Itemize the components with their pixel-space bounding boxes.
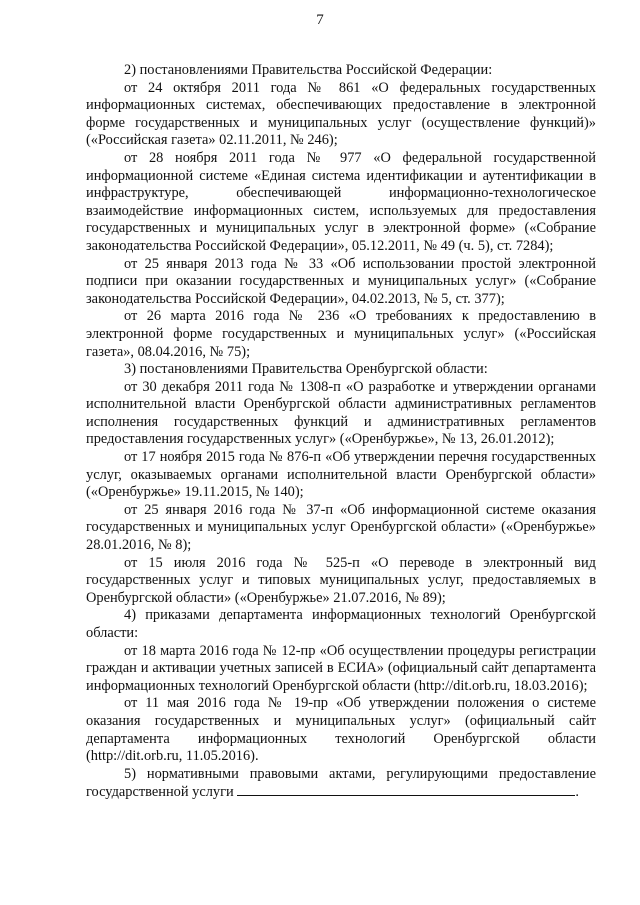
- paragraph-9: от 25 января 2016 года № 37-п «Об информационной системе оказания государственных и муниципальных услуг Оренбургской области» («Оренбуржье» 28.01.2016, № 8);: [86, 501, 596, 554]
- paragraph-2: от 24 октября 2011 года № 861 «О федеральных государственных информационных системах, обеспечивающих предоставление в электронной форме государственных и муниципальных услуг (осуществление функций)» («Российская газета» 02.11.2011, № 246);: [86, 79, 596, 149]
- paragraph-6: 3) постановлениями Правительства Оренбургской области:: [124, 361, 488, 378]
- paragraph-7: от 30 декабря 2011 года № 1308-п «О разработке и утверждении органами исполнительной власти Оренбургской области административных регламентов исполнения государственных функций и административных регламентов предоставления государственных услуг» («Оренбуржье», № 13, 26.01.2012);: [86, 378, 596, 448]
- paragraph-5: от 26 марта 2016 года № 236 «О требованиях к предоставлению в электронной форме государственных и муниципальных услуг» («Российская газета», 08.04.2016, № 75);: [86, 308, 596, 360]
- fill-in-blank-line: [237, 783, 575, 796]
- paragraph-4: от 25 января 2013 года № 33 «Об использовании простой электронной подписи при оказании государственных и муниципальных услуг» («Собрание законодательства Российской Федерации», 04.02.2013, № 5, ст. 377);: [86, 255, 596, 307]
- paragraph-1: 2) постановлениями Правительства Российской Федерации:: [124, 62, 493, 78]
- paragraph-8: от 17 ноября 2015 года № 876-п «Об утверждении перечня государственных услуг, оказываемых органами исполнительной власти Оренбургской области» («Оренбуржье» 19.11.2015, № 140);: [86, 449, 596, 501]
- paragraph-11: 4) приказами департамента информационных технологий Оренбургской области:: [86, 607, 596, 641]
- paragraph-final: [86, 766, 596, 802]
- final-paragraph-end: .: [575, 784, 579, 801]
- final-paragraph-text: 5) нормативными правовыми актами, регулирующими предоставление государственной услуги: [86, 765, 596, 801]
- page-number: 7: [316, 12, 324, 28]
- paragraph-10: от 15 июля 2016 года № 525-п «О переводе в электронный вид государственных услуг и типовых муниципальных услуг, предоставляемых в Оренбургской области» («Оренбуржье» 21.07.2016, № 89);: [86, 554, 596, 606]
- paragraph-12: от 18 марта 2016 года № 12-пр «Об осуществлении процедуры регистрации граждан и активации учетных записей в ЕСИА» (официальный сайт департамента информационных технологий Оренбургской области (http://dit.orb.ru, 18.03.2016);: [86, 642, 596, 694]
- paragraph-13: от 11 мая 2016 года № 19-пр «Об утверждении положения о системе оказания государственных и муниципальных услуг» (официальный сайт департамента информационных технологий Оренбургской области (http://dit.orb.ru, 11.05.2016).: [86, 695, 596, 765]
- document-body: [86, 62, 596, 802]
- paragraph-3: от 28 ноября 2011 года № 977 «О федеральной государственной информационной системе «Единая система идентификации и аутентификации в инфраструктуре, обеспечивающей информационно-технологическое взаимодействие информационных систем, используемых для предоставления государственных и муниципальных услуг в электронной форме» («Собрание законодательства Российской Федерации», 05.12.2011, № 49 (ч. 5), ст. 7284);: [86, 149, 596, 254]
